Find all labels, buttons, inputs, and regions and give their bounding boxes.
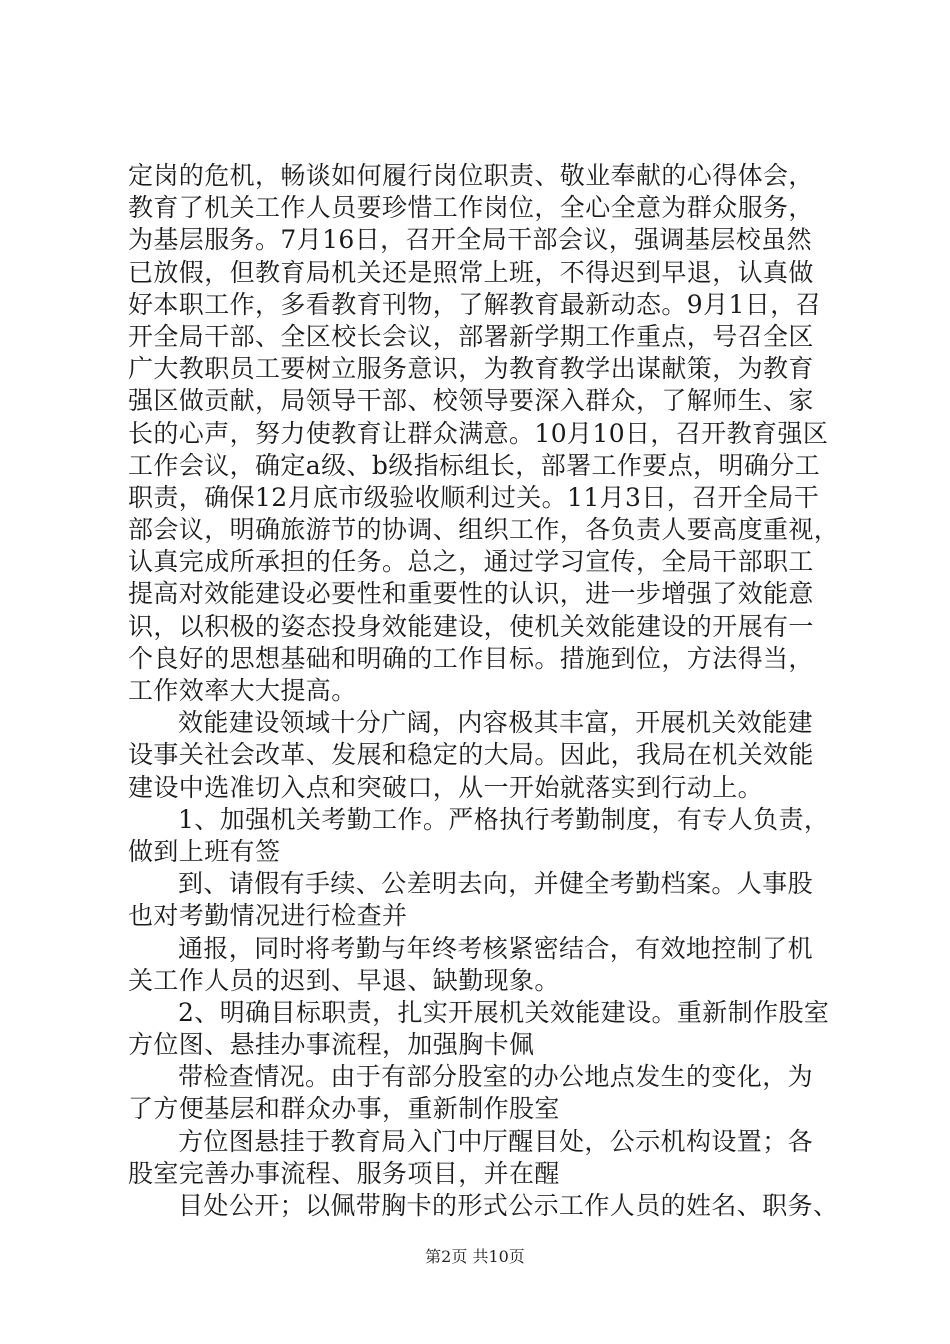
text-line: 目处公开；以佩带胸卡的形式公示工作人员的姓名、职务、: [178, 1191, 839, 1220]
page-footer: 第2页 共10页: [425, 1247, 525, 1266]
text-line: 做到上班有签: [128, 836, 281, 866]
text-line: 带检查情况。由于有部分股室的办公地点发生的变化，为: [178, 1062, 814, 1092]
text-line: 开全局干部、全区校长会议，部署新学期工作重点，号召全区: [128, 321, 814, 351]
text-line: 设事关社会改革、发展和稳定的大局。因此，我局在机关效能: [128, 740, 814, 770]
text-line: 好本职工作，多看教育刊物，了解教育最新动态。9月1日，召: [128, 289, 822, 319]
text-line: 工作效率大大提高。: [128, 676, 357, 705]
text-line: 广大教职员工要树立服务意识，为教育教学出谋献策，为教育: [128, 354, 814, 384]
text-line: 1、加强机关考勤工作。严格执行考勤制度，有专人负责，: [178, 804, 830, 834]
text-line: 也对考勤情况进行检查并: [128, 901, 408, 931]
text-line: 识，以积极的姿态投身效能建设，使机关效能建设的开展有一: [128, 611, 814, 641]
text-line: 方位图、悬挂办事流程，加强胸卡佩: [128, 1030, 535, 1060]
text-line: 个良好的思想基础和明确的工作目标。措施到位，方法得当，: [128, 643, 814, 673]
text-line: 通报，同时将考勤与年终考核紧密结合，有效地控制了机: [178, 933, 814, 963]
text-line: 股室完善办事流程、服务项目，并在醒: [128, 1158, 560, 1188]
text-line: 到、请假有手续、公差明去向，并健全考勤档案。人事股: [178, 869, 814, 899]
text-line: 提高对效能建设必要性和重要性的认识，进一步增强了效能意: [128, 579, 814, 609]
text-line: 长的心声，努力使教育让群众满意。10月10日，召开教育强区: [128, 418, 829, 448]
text-line: 关工作人员的迟到、早退、缺勤现象。: [128, 965, 560, 995]
text-line: 为基层服务。7月16日，召开全局干部会议，强调基层校虽然: [128, 225, 812, 255]
text-line: 2、明确目标职责，扎实开展机关效能建设。重新制作股室: [178, 997, 830, 1027]
text-line: 已放假，但教育局机关还是照常上班，不得迟到早退，认真做: [128, 257, 814, 287]
text-line: 认真完成所承担的任务。总之，通过学习宣传，全局干部职工: [128, 547, 814, 577]
document-body: [128, 160, 848, 1222]
text-line: 了方便基层和群众办事，重新制作股室: [128, 1094, 560, 1124]
text-line: 职责，确保12月底市级验收顺利过关。11月3日，召开全局干: [128, 482, 820, 512]
text-line: 工作会议，确定a级、b级指标组长，部署工作要点，明确分工: [128, 450, 821, 480]
text-line: 定岗的危机，畅谈如何履行岗位职责、敬业奉献的心得体会，: [128, 161, 814, 190]
text-line: 强区做贡献，局领导干部、校领导要深入群众，了解师生、家: [128, 386, 814, 416]
text-line: 建设中选准切入点和突破口，从一开始就落实到行动上。: [128, 772, 764, 802]
text-line: 方位图悬挂于教育局入门中厅醒目处，公示机构设置；各: [178, 1126, 814, 1156]
text-line: 部会议，明确旅游节的协调、组织工作，各负责人要高度重视，: [128, 515, 840, 545]
text-line: 效能建设领域十分广阔，内容极其丰富，开展机关效能建: [178, 708, 814, 738]
text-line: 教育了机关工作人员要珍惜工作岗位，全心全意为群众服务，: [128, 193, 814, 223]
